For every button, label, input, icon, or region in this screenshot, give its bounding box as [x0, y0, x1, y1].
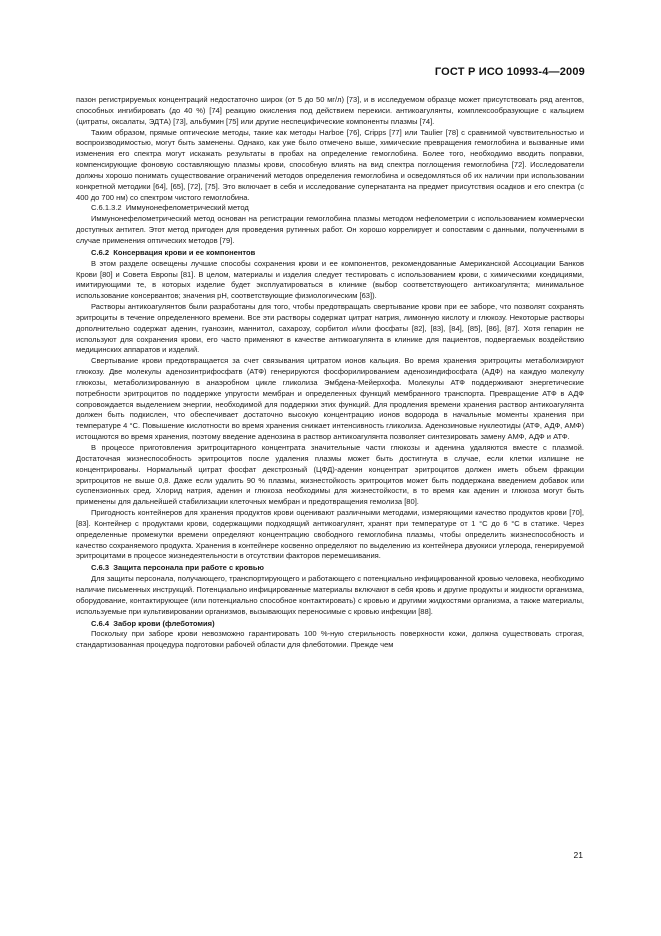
- section-title: Иммунонефелометрический метод: [125, 203, 249, 213]
- paragraph: В процессе приготовления эритроцитарного концентрата значительные части глюкозы и аденина удаляются вместе с плазмой. Достаточная жизнеспособность эритроцитов после удаления плазмы может быть достигнута в случае, если клетки излишне не концентрированы. Нормальный цитрат фосфат декстрозный (ЦФД)-аденин концентрат эритроцитов должен иметь объем фракции эритроцитов не выше 0,8. Даже если удалить 90 % плазмы, жизнестойкость эритроцитов может быть поддержана введением добавок или суспензионных сред. Хлорид натрия, аденин и глюкоза необходимы для жизнестойкости, в то время как аденин и глюкоза могут быть применены для дальнейшей стабилизации клеточных мембран и предотвращения гемолиза [80].: [76, 443, 584, 507]
- section-number: С.6.1.3.2: [91, 203, 122, 213]
- paragraph: Свертывание крови предотвращается за счет связывания цитратом ионов кальция. Во время хранения эритроциты метаболизируют глюкозу. Две молекулы аденозинтрифосфатв (АТФ) генерируются фосфорилированием аденозиндифосфата (АДФ) на каждую молекулу глюкозы, метаболизированную в анаэробном цикле гликолиза Эмбдена-Мейерхофа. Молекулы АТФ поддерживают энергетические потребности эритроцитов по поддержке упругости мембран и определенных функций мембранного транспорта. Превращение АТФ в АДФ сопровождается выделением энергии, необходимой для поддержки этих функций. Для продления времени хранения раствор антикоагулянта должен быть подкислен, что обеспечивает достаточно высокую концентрацию ионов водорода в начальные моменты хранения при температуре 4 °С. Повышение кислотности во время хранения снижает интенсивность гликолиза. Аденозиновые нуклеотиды (АТФ, АДФ, АМФ) истощаются во время хранения, поэтому введение аденозина в раствор антикоагулянта позволяет синтезировать замену АМФ, АДФ и АТФ.: [76, 356, 584, 442]
- section-title: Забор крови (флеботомия): [113, 618, 215, 628]
- paragraph: Пригодность контейнеров для хранения продуктов крови оценивают различными методами, измеряющими качество продуктов крови [70], [83]. Контейнер с продуктами крови, содержащими подходящий антикоагулянт, хранят при температуре от 1 °С до 6 °С в статике. Через определенные промежутки времени определяют концентрацию свободного гемоглобина плазмы, чтобы определить жизнеспособность и качество сохраняемого продукта. Хранения в контейнере косвенно определяют по выделению из контейнера двуокиси углерода, генерируемой эритроцитами в процессе жизнедеятельности в отсутствии факторов перемешивания.: [76, 508, 584, 561]
- section-heading-c64: [76, 619, 584, 630]
- section-number: С.6.2: [91, 247, 110, 257]
- paragraph: Иммунонефелометрический метод основан на регистрации гемоглобина плазмы методом нефелометрии с использованием коммерчески доступных антител. Этот метод пригоден для проведения рутинных работ. Он хорошо коррелирует и сопоставим с данными, полученными в случае применения оптических методов [79].: [76, 214, 584, 245]
- paragraph: Поскольку при заборе крови невозможно гарантировать 100 %-ную стерильность поверхности кожи, должна существовать строгая, стандартизованная процедура подготовки рабочей области для флеботомии. Прежде чем: [76, 629, 584, 650]
- section-title: Консервация крови и ее компонентов: [113, 247, 256, 257]
- page-number: 21: [573, 850, 583, 860]
- paragraph: Растворы антикоагулянтов были разработаны для того, чтобы предотвращать свертывание крови при ее заборе, что позволят сохранять эритроциты в течение определенного времени. Все эти растворы содержат цитрат натрия, лимонную кислоту и глюкозу. Некоторые растворы дополнительно содержат аденин, гуанозин, маннитол, сахарозу, сорбитол и/или фосфаты [82], [83], [84], [85], [86], [87]. Хотя гепарин не используют для сохранения крови, его часто применяют в качестве антикоагулянта в клинике для пациентов, подвергаемых воздействию медицинских аппаратов и изделий.: [76, 302, 584, 355]
- section-title: Защита персонала при работе с кровью: [113, 563, 264, 573]
- section-number: С.6.4: [91, 618, 110, 628]
- standard-header: ГОСТ Р ИСО 10993-4—2009: [434, 66, 585, 78]
- section-heading-c62: [76, 248, 584, 259]
- document-body: [76, 95, 584, 651]
- section-number: С.6.3: [91, 563, 110, 573]
- paragraph: Для защиты персонала, получающего, транспортирующего и работающего с потенциально инфицированной кровью человека, необходимо наличие письменных инструкций. Потенциально инфицированные материалы включают в себя кровь и другие продукты и жидкости организма, оборудование, контактирующее (или потенциально способное контактировать) с кровью и другими жидкостями организма, а также материалы, используемые при культивировании организмов, вызывающих переносимые с кровью инфекции [88].: [76, 574, 584, 616]
- paragraph: Таким образом, прямые оптические методы, такие как методы Harboe [76], Cripps [77] или Taulier [78] с сравнимой чувствительностью и воспроизводимостью, могут быть заменены. Однако, как уже было отмечено выше, химические превращения гемоглобина и вызванные ими изменения его спектра могут искажать результаты в пробах на определение гемоглобина. Более того, необходимо вводить поправки, компенсирующие фоновую составляющую плазмы крови, способную влиять на вид спектра поглощения гемоглобина [72]. Исследователи должны хорошо понимать существование ограничений методов определения гемоглобина и осведомляться об их наличии при использовании конкретной методики [64], [65], [72], [75]. Это включает в себя и исследование супернатанта на предмет присутствия осадков и его спектра (с 400 до 700 нм) со спектром чистого гемоглобина.: [76, 127, 584, 202]
- paragraph: пазон регистрируемых концентраций недостаточно широк (от 5 до 50 мг/л) [73], и в исследуемом образце может присутствовать ряд агентов, способных ингибировать (до 40 %) [74] реакцию окисления под действием перекиси. антикоагулянты, комплексообразующие с кальцием (цитраты, оксалаты, ЭДТА) [73], альбумин [75] или другие неспецифические компоненты плазмы [74].: [76, 95, 584, 126]
- section-heading-c63: [76, 563, 584, 574]
- section-heading-c6132: [76, 203, 584, 214]
- paragraph: В этом разделе освещены лучшие способы сохранения крови и ее компонентов, рекомендованные Американской Ассоциации Банков Крови [80] и Совета Европы [81]. В целом, материалы и изделия следует тестировать с использованием крови, с химическими кондициями, имитирующими те, в которых изделие будет эксплуатироваться в клинике (выбор соответствующего антикоагулянта; минимальное использование консервантов; значения pH, соответствующие физиологическим [63]).: [76, 258, 584, 301]
